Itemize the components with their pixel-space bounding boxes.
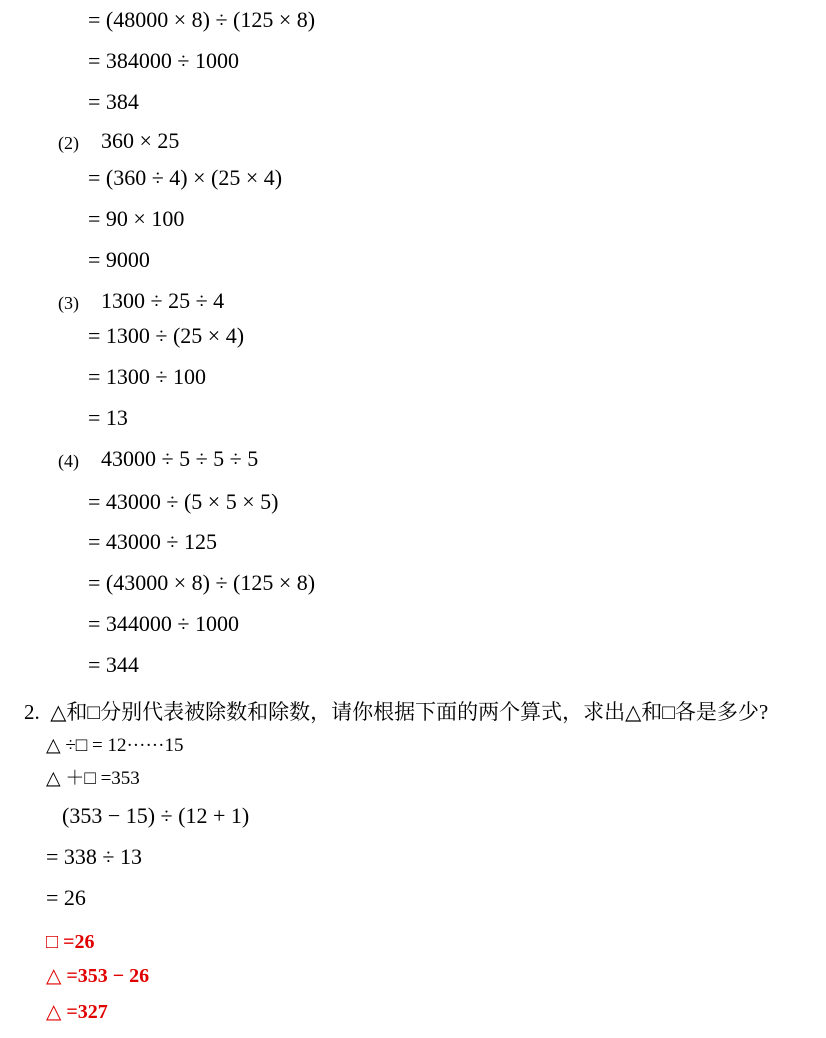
sub1-step-2: = 384000 ÷ 1000: [88, 48, 239, 73]
sub4-step-3: = (43000 × 8) ÷ (125 × 8): [88, 570, 316, 595]
sub2-step-1: = (360 ÷ 4) × (25 × 4): [88, 165, 283, 190]
sub1-step-1: = (48000 × 8) ÷ (125 × 8): [88, 7, 316, 32]
question-2-text: 2. △和□分别代表被除数和除数，请你根据下面的两个算式，求出△和□各是多少?: [24, 700, 769, 724]
answer-triangle: △ =327: [46, 1001, 108, 1023]
given-equation-2: △ ＋□ =353: [46, 768, 140, 789]
sub3-expression: 1300 ÷ 25 ÷ 4: [101, 288, 225, 313]
sub3-step-1: = 1300 ÷ (25 × 4): [88, 323, 245, 348]
sub2-number: (2): [58, 133, 79, 153]
sub4-step-5: = 344: [88, 652, 139, 677]
q2-step-2: = 338 ÷ 13: [46, 844, 142, 869]
sub4-step-1: = 43000 ÷ (5 × 5 × 5): [88, 489, 279, 514]
sub4-step-2: = 43000 ÷ 125: [88, 529, 217, 554]
sub2-expression: 360 × 25: [101, 128, 180, 153]
answer-square: □ =26: [46, 931, 95, 953]
sub3-number: (3): [58, 293, 79, 313]
q2-step-3: = 26: [46, 885, 86, 910]
sub4-number: (4): [58, 451, 79, 471]
sub3-step-3: = 13: [88, 405, 128, 430]
sub4-step-4: = 344000 ÷ 1000: [88, 611, 239, 636]
sub2-step-2: = 90 × 100: [88, 206, 185, 231]
sub1-step-3: = 384: [88, 89, 139, 114]
answer-triangle-step: △ =353 − 26: [46, 965, 150, 987]
sub4-expression: 43000 ÷ 5 ÷ 5 ÷ 5: [101, 446, 259, 471]
sub2-step-3: = 9000: [88, 247, 150, 272]
sub3-step-2: = 1300 ÷ 100: [88, 364, 206, 389]
given-equation-1: △ ÷□ = 12······15: [46, 735, 184, 756]
q2-step-1: (353 − 15) ÷ (12 + 1): [62, 803, 250, 828]
